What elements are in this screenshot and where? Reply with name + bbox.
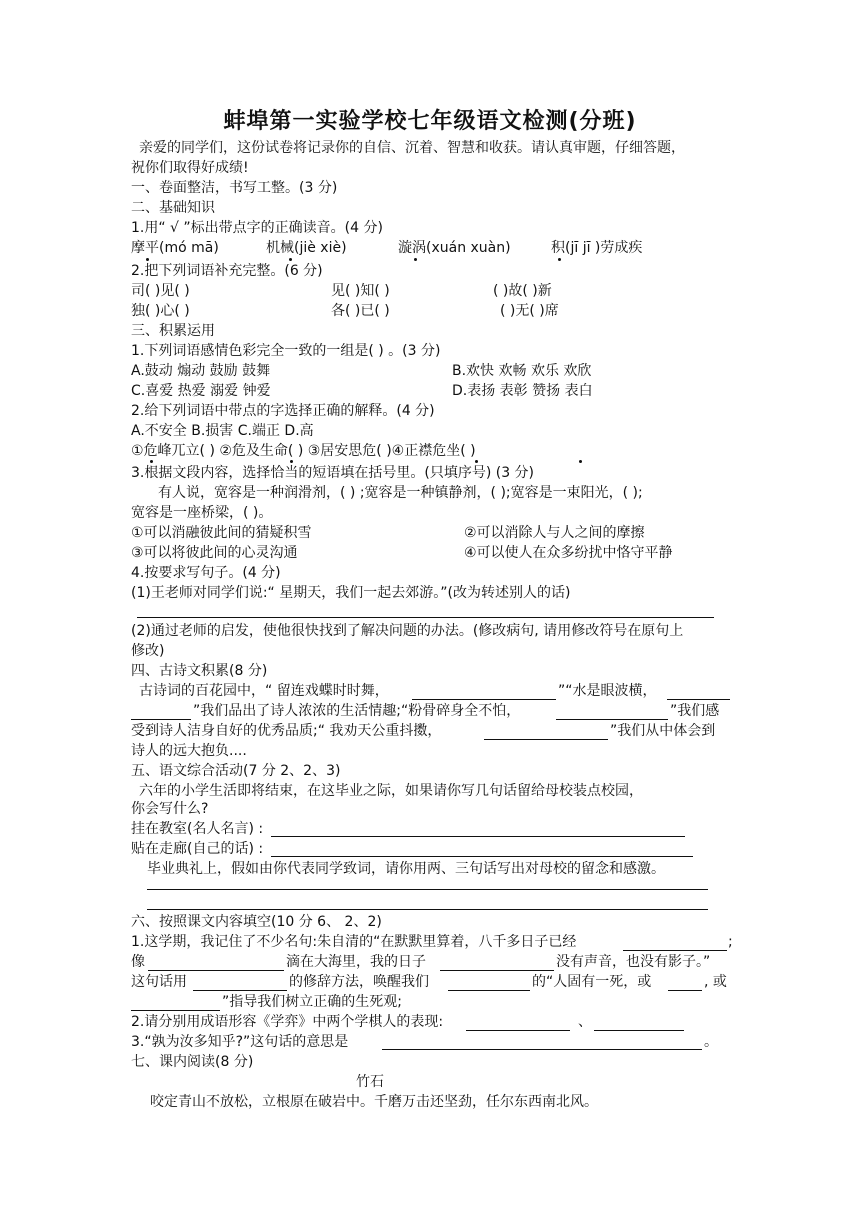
q6-line-2-start: 像 — [131, 954, 145, 970]
q3-2-items: ①危峰兀立( ) ②危及生命( ) ③居安思危( )④正襟危坐( ) — [131, 443, 476, 459]
section-4-heading: 四、古诗文积累(8 分) — [131, 663, 268, 679]
q2-2-row1-b: 见( )知( ) — [331, 283, 390, 299]
q6-line-3-end: , 或 — [704, 974, 727, 990]
blank-line — [448, 990, 530, 991]
q3-1-option-d: D.表扬 表彰 赞扬 表白 — [452, 383, 593, 399]
answer-line — [271, 856, 693, 857]
emphasis-dot — [290, 460, 293, 463]
q5-line-1: 六年的小学生活即将结束，在这毕业之际，如果请你写几句话留给母校装点校园， — [139, 783, 643, 799]
q4-line-2-end: ”我们感 — [670, 703, 720, 719]
q3-2-options: A.不安全 B.损害 C.端正 D.高 — [131, 423, 314, 439]
blank-line — [466, 1030, 570, 1031]
q2-2-row1-c: ( )故( )新 — [493, 283, 552, 299]
q3-3-stem: 3.根据文段内容，选择恰当的短语填在括号里。(只填序号) (3 分) — [131, 465, 535, 481]
blank-line — [556, 719, 668, 720]
q2-2-stem: 2.把下列词语补充完整。(6 分) — [131, 263, 323, 279]
q3-4-stem: 4.按要求写句子。(4 分) — [131, 565, 281, 581]
q3-4-sentence-2a: (2)通过老师的启发，使他很快找到了解决问题的办法。(修改病句, 请用修改符号在原句上 — [131, 623, 684, 639]
q4-line-1-start: 古诗词的百花园中，“ 留连戏蝶时时舞， — [139, 683, 389, 699]
q2-2-row1-a: 司( )见( ) — [131, 283, 190, 299]
blank-line — [623, 950, 727, 951]
answer-line — [137, 617, 714, 618]
section-7-heading: 七、课内阅读(8 分) — [131, 1054, 254, 1070]
q5-speech-prompt: 毕业典礼上，假如由你代表同学致词，请你用两、三句话写出对母校的留念和感激。 — [147, 861, 665, 877]
blank-line — [193, 990, 287, 991]
q6-line-5-sep: 、 — [578, 1014, 592, 1030]
emphasis-dot — [475, 460, 478, 463]
q6-line-6-end: 。 — [704, 1034, 718, 1050]
blank-line — [440, 970, 554, 971]
emphasis-dot — [558, 258, 561, 261]
q2-1-item-2: 机械(jiè xiè) — [266, 240, 347, 256]
q3-3-option-4: ④可以使人在众多纷扰中恪守平静 — [464, 545, 673, 561]
emphasis-dot — [146, 258, 149, 261]
q5-classroom-label: 挂在教室(名人名言) : — [131, 821, 264, 837]
poem-line: 咬定青山不放松，立根原在破岩中。千磨万击还坚劲，任尔东西南北风。 — [150, 1094, 598, 1110]
q6-line-3-mid2: 的“人固有一死，或 — [532, 974, 652, 990]
q3-1-option-c: C.喜爱 热爱 溺爱 钟爱 — [131, 383, 271, 399]
q5-hallway-label: 贴在走廊(自己的话) : — [131, 841, 264, 857]
emphasis-dot — [414, 258, 417, 261]
q4-line-1-mid: ”“水是眼波横， — [558, 683, 657, 699]
section-5-heading: 五、语文综合活动(7 分 2、2、3) — [131, 763, 341, 779]
section-6-heading: 六、按照课文内容填空(10 分 6、 2、2) — [131, 914, 382, 930]
q6-line-2-mid: 滴在大海里，我的日子 — [286, 954, 426, 970]
intro-line-1: 亲爱的同学们，这份试卷将记录你的自信、沉着、智慧和收获。请认真审题，仔细答题， — [139, 140, 685, 156]
q3-3-option-3: ③可以将彼此间的心灵沟通 — [131, 545, 298, 561]
q6-line-2-end: 没有声音，也没有影子。” — [556, 954, 711, 970]
q3-1-option-b: B.欢快 欢畅 欢乐 欢欣 — [452, 363, 592, 379]
q2-2-row2-c: ( )无( )席 — [500, 303, 559, 319]
q4-line-3-start: 受到诗人洁身自好的优秀品质;“ 我劝天公重抖擞， — [131, 723, 442, 739]
q2-1-item-4: 积(jī jī )劳成疾 — [551, 240, 643, 256]
q6-line-3-start: 这句话用 — [131, 974, 187, 990]
q3-3-option-1: ①可以消融彼此间的猜疑积雪 — [131, 525, 312, 541]
exam-title: 蚌埠第一实验学校七年级语文检测(分班) — [223, 109, 637, 134]
q3-3-text-2: 宽容是一座桥梁，( )。 — [131, 505, 273, 521]
blank-line — [131, 719, 191, 720]
blank-line — [412, 699, 556, 700]
q6-line-3-mid: 的修辞方法，唤醒我们 — [289, 974, 429, 990]
answer-line — [147, 889, 708, 890]
section-2-heading: 二、基础知识 — [131, 200, 215, 216]
q5-line-2: 你会写什么? — [131, 801, 209, 817]
answer-line — [271, 836, 685, 837]
poem-title: 竹石 — [356, 1074, 384, 1090]
emphasis-dot — [579, 460, 582, 463]
emphasis-dot — [289, 258, 292, 261]
q3-4-sentence-2b: 修改) — [131, 643, 165, 659]
q3-3-text-1: 有人说，宽容是一种润滑剂，( ) ;宽容是一种镇静剂，( );宽容是一束阳光，( ); — [158, 485, 643, 501]
blank-line — [484, 739, 608, 740]
emphasis-dot — [150, 460, 153, 463]
q6-line-5: 2.请分别用成语形容《学弈》中两个学棋人的表现: — [131, 1014, 444, 1030]
intro-line-2: 祝你们取得好成绩! — [131, 160, 249, 176]
q2-1-item-3: 漩涡(xuán xuàn) — [398, 240, 511, 256]
blank-line — [667, 699, 730, 700]
q3-2-stem: 2.给下列词语中带点的字选择正确的解释。(4 分) — [131, 403, 435, 419]
q6-line-1: 1.这学期，我记住了不少名句:朱自清的“在默默里算着，八千多日子已经 — [131, 934, 577, 950]
blank-line — [594, 1030, 684, 1031]
blank-line — [148, 970, 284, 971]
section-3-heading: 三、积累运用 — [131, 323, 215, 339]
q3-1-stem: 1.下列词语感情色彩完全一致的一组是( ) 。(3 分) — [131, 343, 441, 359]
q6-line-4: ”指导我们树立正确的生死观; — [222, 994, 402, 1010]
q4-line-4: 诗人的远大抱负.... — [131, 743, 247, 759]
q2-2-row2-b: 各( )已( ) — [331, 303, 390, 319]
q3-1-option-a: A.鼓动 煽动 鼓励 鼓舞 — [131, 363, 271, 379]
q3-4-sentence-1: (1)王老师对同学们说:“ 星期天，我们一起去郊游。”(改为转述别人的话) — [131, 585, 571, 601]
q4-line-2-mid: ”我们品出了诗人浓浓的生活情趣;“粉骨碎身全不怕， — [193, 703, 521, 719]
q6-line-1-end: ; — [728, 934, 733, 950]
section-1-heading: 一、卷面整洁，书写工整。(3 分) — [131, 180, 338, 196]
q4-line-3-end: ”我们从中体会到 — [610, 723, 716, 739]
q6-line-6: 3.“孰为汝多知乎?”这句话的意思是 — [131, 1034, 349, 1050]
q2-1-stem: 1.用“ √ ”标出带点字的正确读音。(4 分) — [131, 220, 383, 236]
blank-line — [382, 1049, 702, 1050]
blank-line — [668, 990, 702, 991]
q3-3-option-2: ②可以消除人与人之间的摩擦 — [464, 525, 645, 541]
q2-2-row2-a: 独( )心( ) — [131, 303, 190, 319]
q2-1-item-1: 摩平(mó mā) — [131, 240, 219, 256]
answer-line — [147, 909, 708, 910]
blank-line — [131, 1010, 220, 1011]
